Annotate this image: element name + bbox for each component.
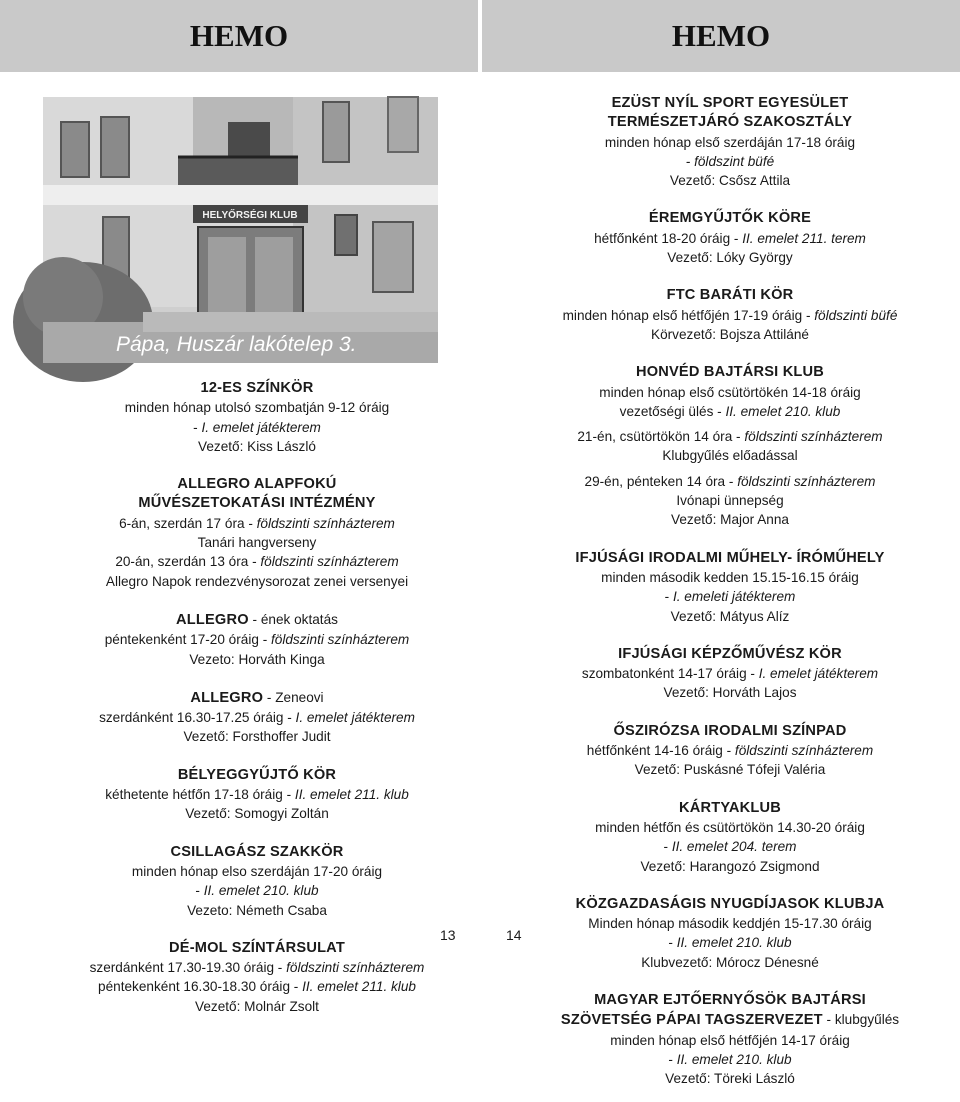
event-location: földszinti színházterem	[256, 515, 395, 531]
club-schedule: minden hónap első szerdáján 17-18 óráig	[604, 134, 856, 150]
club-leader: Vezető: Forsthoffer Judit	[183, 729, 331, 745]
club-location: II. emelet 210. klub	[676, 1051, 792, 1067]
club-leader: Vezető: Lóky György	[667, 250, 793, 266]
club-title: ALLEGRO	[176, 611, 249, 628]
club-title: MAGYAR EJTŐERNYŐSÖK BAJTÁRSI	[594, 991, 866, 1008]
club-leader: Vezető: Mátyus Alíz	[670, 608, 790, 624]
club-location: II. emelet 211. klub	[302, 979, 416, 995]
club-title: CSILLAGÁSZ SZAKKÖR	[170, 843, 344, 860]
club-location: II. emelet 210. klub	[676, 935, 792, 951]
building-photo	[43, 97, 438, 363]
club-location: földszinti büfé	[814, 307, 898, 323]
club-honved-bajtarsi: HONVÉD BAJTÁRSI KLUB minden hónap első csütörtökén 14-18 óráig vezetőségi ülés - II. emelet 210. klub 21-én, csütörtökön 14 óra - földszinti színházterem Klubgyűlés előadással 29-én, pénteken 14 óra - földszinti színházterem Ivónapi ünnepség Vezető: Major Anna	[500, 363, 960, 529]
club-schedule: minden hónap első csütörtökén 14-18 óráig	[599, 384, 861, 400]
club-title-line2: MŰVÉSZETOKATÁSI INTÉZMÉNY	[138, 495, 376, 512]
club-title: KÖZGAZDASÁGIS NYUGDÍJASOK KLUBJA	[575, 895, 885, 912]
club-location: földszinti színházterem	[734, 743, 874, 759]
club-leader: Vezeto: Horváth Kinga	[189, 651, 325, 667]
club-leader: Vezető: Puskásné Tófeji Valéria	[634, 762, 826, 778]
club-allegro-enek: ALLEGRO - ének oktatás péntekenként 17-20 óráig - földszinti színházterem Vezeto: Horváth Kinga	[38, 610, 476, 669]
club-title: ALLEGRO ALAPFOKÚ	[177, 476, 337, 493]
club-ezust-nyil	[500, 94, 960, 190]
club-sign-text: HELYŐRSÉGI KLUB	[202, 210, 298, 221]
club-magyar-ejtoernyosok: MAGYAR EJTŐERNYŐSÖK BAJTÁRSI SZÖVETSÉG PÁPAI TAGSZERVEZET - klubgyűlés minden hónap első hétfőjén 14-17 óráig - II. emelet 210. klub Vezető: Töreki László	[500, 991, 960, 1088]
club-title: DÉ-MOL SZÍNTÁRSULAT	[169, 939, 345, 956]
club-title: ŐSZIRÓZSA IRODALMI SZÍNPAD	[613, 722, 847, 739]
event-name: Tanári hangverseny	[197, 535, 317, 551]
club-leader: Vezető: Kiss László	[198, 438, 316, 454]
club-ftc-barati: FTC BARÁTI KÖR minden hónap első hétfőjén 17-19 óráig - földszinti büfé Körvezető: Bojsza Attiláné	[500, 286, 960, 344]
club-leader: Vezeto: Németh Csaba	[187, 902, 327, 918]
photo-caption: Pápa, Huszár lakótelep 3.	[116, 333, 357, 356]
club-title: BÉLYEGGYŰJTŐ KÖR	[177, 766, 337, 783]
club-leader: Vezető: Somogyi Zoltán	[185, 806, 329, 822]
event-name: Allegro Napok rendezvénysorozat zenei versenyei	[105, 573, 409, 589]
club-schedule: Minden hónap második keddjén 15-17.30 óráig	[588, 916, 872, 932]
club-title: HONVÉD BAJTÁRSI KLUB	[635, 364, 825, 381]
club-kartyaklub: KÁRTYAKLUB minden hétfőn és csütörtökön 14.30-20 óráig - II. emelet 204. terem Vezető: Harangozó Zsigmond	[500, 799, 960, 876]
club-de-mol: DÉ-MOL SZÍNTÁRSULAT szerdánként 17.30-19.30 óráig - földszinti színházterem péntekenként 16.30-18.30 óráig - II. emelet 211. klub Vezető: Molnár Zsolt	[38, 939, 476, 1016]
event-location: földszinti színházterem	[260, 554, 399, 570]
club-title: EZÜST NYÍL SPORT EGYESÜLET	[611, 95, 849, 111]
club-allegro-zeneovi: ALLEGRO - Zeneovi szerdánként 16.30-17.25 óráig - I. emelet játékterem Vezető: Forsthoffer Judit	[38, 688, 476, 747]
club-csillagasz: CSILLAGÁSZ SZAKKÖR minden hónap elso szerdáján 17-20 óráig - II. emelet 210. klub Vezeto: Németh Csaba	[38, 843, 476, 920]
club-location: II. emelet 211. klub	[294, 787, 409, 803]
right-column	[500, 94, 960, 1102]
club-location: II. emelet 211. terem	[742, 230, 866, 246]
club-schedule: minden hónap elso szerdáján 17-20 óráig	[131, 863, 383, 879]
club-location: I. emelet játékterem	[758, 666, 879, 682]
club-location: földszinti színházterem	[271, 632, 410, 648]
club-leader: Klubvezető: Mórocz Dénesné	[641, 954, 819, 970]
club-schedule: minden második kedden 15.15-16.15 óráig	[601, 569, 859, 585]
club-title: FTC BARÁTI KÖR	[666, 287, 794, 304]
left-page-number: 13	[440, 927, 456, 943]
club-schedule: minden hónap első hétfőjén 14-17 óráig	[610, 1032, 850, 1048]
right-page-number: 14	[506, 927, 522, 943]
club-title-line2: TERMÉSZETJÁRÓ SZAKOSZTÁLY	[607, 114, 853, 131]
club-ifjusagi-irodalmi: IFJÚSÁGI IRODALMI MŰHELY- ÍRÓMŰHELY minden második kedden 15.15-16.15 óráig - I. emeleti játékterem Vezető: Mátyus Alíz	[500, 549, 960, 626]
club-leader: Vezető: Csősz Attila	[669, 173, 791, 189]
club-oszirozsa: ŐSZIRÓZSA IRODALMI SZÍNPAD hétfőnként 14-16 óráig - földszinti színházterem Vezető: Puskásné Tófeji Valéria	[500, 722, 960, 780]
right-header-title: HEMO	[671, 18, 771, 53]
club-leader: Vezető: Horváth Lajos	[663, 685, 797, 701]
club-location: földszinti színházterem	[286, 960, 425, 976]
club-leader: Körvezető: Bojsza Attiláné	[651, 326, 809, 342]
event-location: földszinti színházterem	[737, 473, 876, 489]
club-12es-szinkor: 12-ES SZÍNKÖR minden hónap utolsó szombatján 9-12 óráig - I. emelet játékterem Vezető: Kiss László	[38, 379, 476, 456]
event-name: Ivónapi ünnepség	[676, 493, 784, 509]
left-column	[38, 379, 476, 1030]
right-page-header	[482, 0, 960, 72]
club-leader: Vezető: Molnár Zsolt	[195, 998, 319, 1014]
club-location: I. emelet játékterem	[201, 419, 321, 435]
club-belyeggyujto: BÉLYEGGYŰJTŐ KÖR kéthetente hétfőn 17-18 óráig - II. emelet 211. klub Vezető: Somogyi Zoltán	[38, 766, 476, 824]
event-name: Klubgyűlés előadással	[662, 448, 798, 464]
club-kozgazdasagis: KÖZGAZDASÁGIS NYUGDÍJASOK KLUBJA Minden hónap második keddjén 15-17.30 óráig - II. emelet 210. klub Klubvezető: Mórocz Dénesné	[500, 895, 960, 972]
club-location: I. emeleti játékterem	[672, 589, 796, 605]
club-location: II. emelet 210. klub	[725, 403, 841, 419]
club-leader: Vezető: Töreki László	[665, 1071, 795, 1087]
club-allegro-alapfoku: ALLEGRO ALAPFOKÚ MŰVÉSZETOKATÁSI INTÉZMÉNY 6-án, szerdán 17 óra - földszinti színházterem Tanári hangverseny 20-án, szerdán 13 óra - földszinti színházterem Allegro Napok rendezvénysorozat zenei versenyei	[38, 475, 476, 591]
club-eremgyujtok: ÉREMGYŰJTŐK KÖRE hétfőnként 18-20 óráig - II. emelet 211. terem Vezető: Lóky György	[500, 209, 960, 267]
club-location: I. emelet játékterem	[295, 710, 415, 726]
left-page-header	[0, 0, 478, 72]
left-header-title: HEMO	[189, 18, 289, 53]
club-schedule: minden hónap utolsó szombatján 9-12 óráig	[124, 400, 390, 416]
club-ifjusagi-kepzomuvesz: IFJÚSÁGI KÉPZŐMŰVÉSZ KÖR szombatonként 14-17 óráig - I. emelet játékterem Vezető: Horváth Lajos	[500, 645, 960, 703]
club-title: IFJÚSÁGI KÉPZŐMŰVÉSZ KÖR	[618, 645, 842, 662]
club-title: ALLEGRO	[190, 689, 264, 706]
club-title: 12-ES SZÍNKÖR	[200, 380, 314, 396]
building-illustration	[43, 97, 438, 363]
club-leader: Vezető: Harangozó Zsigmond	[640, 858, 820, 874]
club-title: IFJÚSÁGI IRODALMI MŰHELY- ÍRÓMŰHELY	[575, 549, 885, 566]
club-title-line2: SZÖVETSÉG PÁPAI TAGSZERVEZET	[560, 1012, 823, 1029]
club-schedule: minden hétfőn és csütörtökön 14.30-20 óráig	[595, 819, 865, 835]
club-location: II. emelet 210. klub	[203, 883, 319, 899]
club-location: - földszint büfé	[685, 153, 775, 169]
event-location: földszinti színházterem	[744, 429, 883, 445]
club-title: ÉREMGYŰJTŐK KÖRE	[648, 210, 812, 227]
club-title: KÁRTYAKLUB	[679, 799, 781, 816]
club-leader: Vezető: Major Anna	[671, 512, 789, 528]
club-location: II. emelet 204. terem	[671, 839, 797, 855]
